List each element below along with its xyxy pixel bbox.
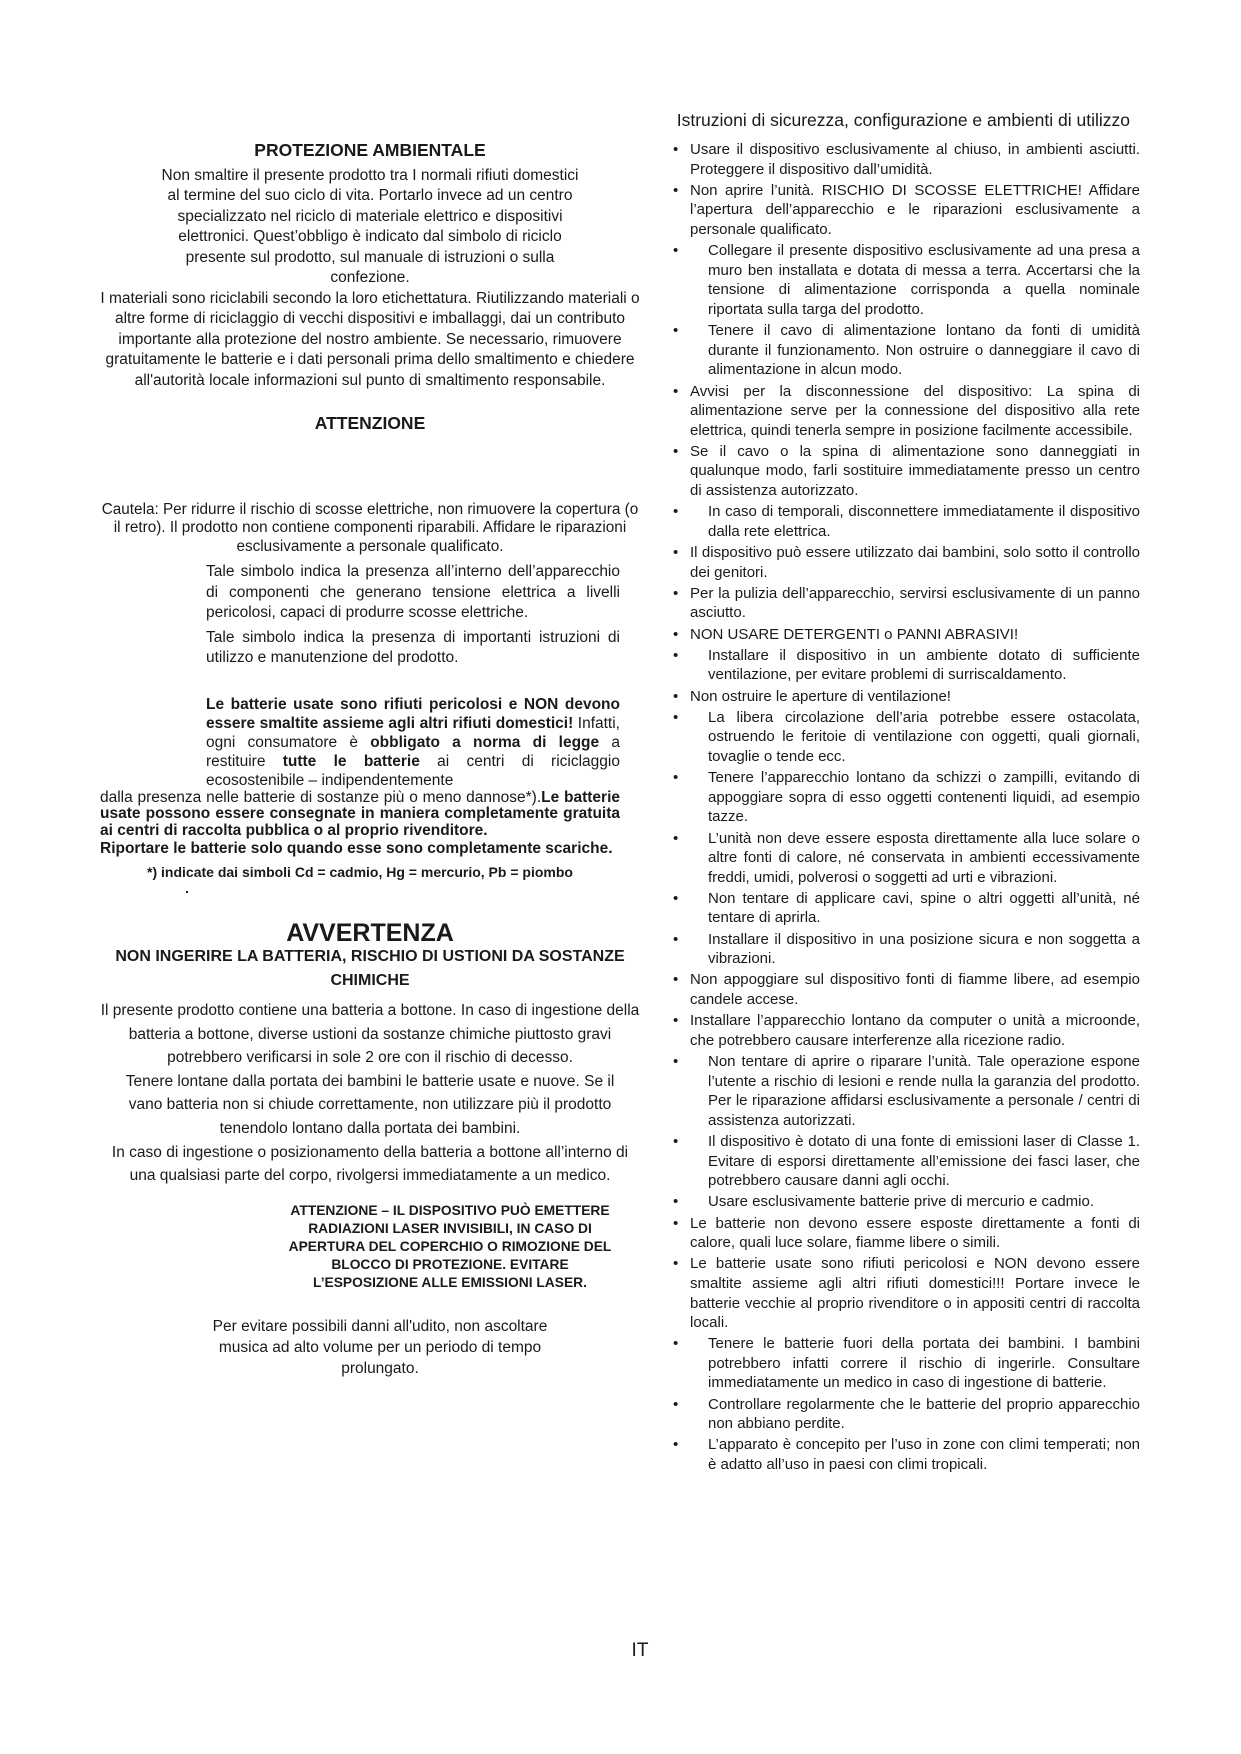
- safety-item: • Per la pulizia dell’apparecchio, servirsi esclusivamente di un panno asciutto.: [672, 584, 1140, 623]
- safety-item: • L’unità non deve essere esposta direttamente alla luce solare o altre fonti di calore, né conservata in ambienti eccessivamente freddi, umidi, polverosi o soggetti ad urti e vibrazioni.: [672, 829, 1140, 888]
- safety-item: • Collegare il presente dispositivo esclusivamente ad una presa a muro ben installata e dotata di messa a terra. Accertarsi che la tensione di alimentazione corrisponda a quella nominale riportata sulla targa del prodotto.: [672, 241, 1140, 319]
- safety-item: • Tenere le batterie fuori della portata dei bambini. I bambini potrebbero infatti correre il rischio di ingerirle. Consultare immediatamente un medico in caso di ingestione di batterie.: [672, 1334, 1140, 1393]
- safety-item: • Tenere il cavo di alimentazione lontano da fonti di umidità durante il funzionamento. Non ostruire o danneggiare il cavo di alimentazione in alcun modo.: [672, 321, 1140, 380]
- caution-text: Cautela: Per ridurre il rischio di scosse elettriche, non rimuovere la copertura (o il retro). Il prodotto non contiene componenti riparabili. Affidare le riparazioni esclusivamente a personale qualificato.: [101, 500, 639, 555]
- safety-item: • NON USARE DETERGENTI o PANNI ABRASIVI!: [672, 625, 1140, 645]
- warning-paragraph-1: Il presente prodotto contiene una batteria a bottone. In caso di ingestione della batteria a bottone, diverse ustioni da sostanze chimiche piuttosto gravi potrebbero verificarsi in sole 2 ore con il rischio di decesso.: [100, 1002, 640, 1067]
- shock-symbol-text: Tale simbolo indica la presenza all’interno dell’apparecchio di componenti che generano tensione elettrica a livelli pericolosi, capaci di produrre scosse elettriche.: [206, 563, 620, 621]
- safety-item: • Installare il dispositivo in una posizione sicura e non soggetta a vibrazioni.: [672, 930, 1140, 969]
- laser-warning: ATTENZIONE – IL DISPOSITIVO PUÒ EMETTERE RADIAZIONI LASER INVISIBILI, IN CASO DI APERTURA DEL COPERCHIO O RIMOZIONE DEL BLOCCO DI PROTEZIONE. EVITARE L’ESPOSIZIONE ALLE EMISSIONI LASER.: [288, 1202, 612, 1290]
- safety-item: • Usare esclusivamente batterie prive di mercurio e cadmio.: [672, 1192, 1140, 1212]
- safety-item: • Il dispositivo è dotato di una fonte di emissioni laser di Classe 1. Evitare di esporsi direttamente all’emissione dei fasci laser, che potrebbero causare danni agli occhi.: [672, 1132, 1140, 1191]
- safety-item: • Le batterie non devono essere esposte direttamente a fonti di calore, quali luce solare, fiamme libere o simili.: [672, 1214, 1140, 1253]
- safety-item: • L’apparato è concepito per l’uso in zone con climi temperati; non è adatto all’uso in paesi con climi tropicali.: [672, 1435, 1140, 1474]
- attention-symbol-space: [100, 439, 640, 501]
- safety-item: • Non ostruire le aperture di ventilazione!: [672, 687, 1140, 707]
- warning-subheading: NON INGERIRE LA BATTERIA, RISCHIO DI USTIONI DA SOSTANZE CHIMICHE: [115, 948, 625, 989]
- safety-item: • Installare il dispositivo in un ambiente dotato di sufficiente ventilazione, per evitare problemi di surriscaldamento.: [672, 646, 1140, 685]
- safety-list: [672, 140, 1140, 1475]
- batteries-section: [100, 695, 640, 896]
- safety-item: • Non tentare di applicare cavi, spine o altri oggetti all’unità, né tentare di aprirla.: [672, 889, 1140, 928]
- batteries-bold-4: Le batterie usate possono essere consegnate in maniera completamente gratuita ai centri di raccolta pubblica o al proprio rivenditore.: [100, 788, 620, 839]
- safety-item: • Installare l’apparecchio lontano da computer o unità a microonde, che potrebbero causare interferenze alla ricezione radio.: [672, 1011, 1140, 1050]
- batteries-paragraph: [206, 695, 620, 790]
- safety-item: • In caso di temporali, disconnettere immediatamente il dispositivo dalla rete elettrica.: [672, 502, 1140, 541]
- safety-item: • Non appoggiare sul dispositivo fonti di fiamme libere, ad esempio candele accese.: [672, 970, 1140, 1009]
- warning-section: [100, 918, 640, 1188]
- page-language-label: IT: [631, 1640, 649, 1661]
- safety-item: • Non aprire l’unità. RISCHIO DI SCOSSE ELETTRICHE! Affidare l’apertura dell’apparecchio e le riparazioni esclusivamente a personale qualificato.: [672, 181, 1140, 240]
- batteries-bold-5: Riportare le batterie solo quando esse sono completamente scariche.: [100, 840, 613, 857]
- safety-item: • Le batterie usate sono rifiuti pericolosi e NON devono essere smaltite assieme agli altri rifiuti domestici!!! Portare invece le batterie vecchie al proprio rivenditore o in appositi centri di raccolta locali.: [672, 1254, 1140, 1332]
- warning-paragraph-3: In caso di ingestione o posizionamento della batteria a bottone all’interno di una qualsiasi parte del corpo, rivolgersi immediatamente a un medico.: [111, 1143, 629, 1185]
- safety-item: • Non tentare di aprire o riparare l’unità. Tale operazione espone l’utente a rischio di lesioni e rende nulla la garanzia del prodotto. Per le riparazione affidarsi esclusivamente a personale / centri di assistenza autorizzati.: [672, 1052, 1140, 1130]
- batteries-bold-1: Le batterie usate sono rifiuti pericolosi e NON devono essere smaltite assieme agli altri rifiuti domestici!: [206, 695, 620, 732]
- batteries-text-2: a restituire: [206, 733, 620, 770]
- hearing-warning: Per evitare possibili danni all'udito, non ascoltare musica ad alto volume per un periodo di tempo prolungato.: [212, 1317, 548, 1377]
- safety-item: • Avvisi per la disconnessione del dispositivo: La spina di alimentazione serve per la connessione del dispositivo alla rete elettrica, quindi tenerla sempre in posizione facilmente accessibile.: [672, 382, 1140, 441]
- attention-heading: ATTENZIONE: [314, 413, 426, 433]
- batteries-text-4: dalla presenza nelle batterie di sostanze più o meno dannose*).: [100, 788, 542, 806]
- right-column: [672, 140, 1140, 1476]
- batteries-paragraph-2: [100, 790, 620, 840]
- safety-item: • Controllare regolarmente che le batterie del proprio apparecchio non abbiano perdite.: [672, 1395, 1140, 1434]
- environment-heading: PROTEZIONE AMBIENTALE: [254, 140, 486, 160]
- safety-item: • Il dispositivo può essere utilizzato dai bambini, solo sotto il controllo dei genitori.: [672, 543, 1140, 582]
- environment-paragraph-1: Non smaltire il presente prodotto tra I normali rifiuti domestici al termine del suo ciclo di vita. Portarlo invece ad un centro specializzato nel riciclo di materiale elettrico e dispositivi elettronici. Quest’obbligo è indicato dal simbolo di riciclo presente sul prodotto, sul manuale di istruzioni o sulla confezione.: [161, 166, 579, 286]
- batteries-text-3: ai centri di riciclaggio ecosostenibile – indipendentemente: [206, 752, 620, 789]
- page-header: Istruzioni di sicurezza, configurazione e ambienti di utilizzo: [676, 110, 1130, 130]
- batteries-bold-2: obbligato a norma di legge: [370, 733, 600, 751]
- safety-item: • La libera circolazione dell’aria potrebbe essere ostacolata, ostruendo le feritoie di ventilazione con oggetti, quali giornali, tovaglie o tende ecc.: [672, 708, 1140, 767]
- safety-item: • Se il cavo o la spina di alimentazione sono danneggiati in qualunque modo, farli sostituire immediatamente presso un centro di assistenza autorizzato.: [672, 442, 1140, 501]
- environment-paragraph-2: I materiali sono riciclabili secondo la loro etichettatura. Riutilizzando materiali o altre forme di riciclaggio di vecchi dispositivi e imballaggi, dai un contributo importante alla protezione del nostro ambiente. Se necessario, rimuovere gratuitamente le batterie e i dati personali prima dello smaltimento e chiedere all'autorità locale informazioni sul punto di smaltimento responsabile.: [100, 289, 640, 389]
- batteries-text-1: Infatti, ogni consumatore è: [206, 714, 620, 751]
- warning-heading: AVVERTENZA: [286, 918, 454, 947]
- instruction-symbol-text: Tale simbolo indica la presenza di importanti istruzioni di utilizzo e manutenzione del prodotto.: [206, 628, 620, 666]
- batteries-note-dot: .: [185, 879, 189, 896]
- batteries-note: *) indicate dai simboli Cd = cadmio, Hg = mercurio, Pb = piombo: [147, 864, 573, 880]
- batteries-bold-3: tutte le batterie: [282, 752, 420, 770]
- warning-paragraph-2: Tenere lontane dalla portata dei bambini le batterie usate e nuove. Se il vano batteria non si chiude correttamente, non utilizzare più il prodotto tenendolo lontano dalla portata dei bambini.: [125, 1072, 615, 1137]
- safety-item: • Usare il dispositivo esclusivamente al chiuso, in ambienti asciutti. Proteggere il dispositivo dall’umidità.: [672, 140, 1140, 179]
- safety-item: • Tenere l’apparecchio lontano da schizzi o zampilli, evitando di appoggiare sopra di esso oggetti contenenti liquidi, ad esempio tazze.: [672, 768, 1140, 827]
- left-column: [100, 140, 640, 1379]
